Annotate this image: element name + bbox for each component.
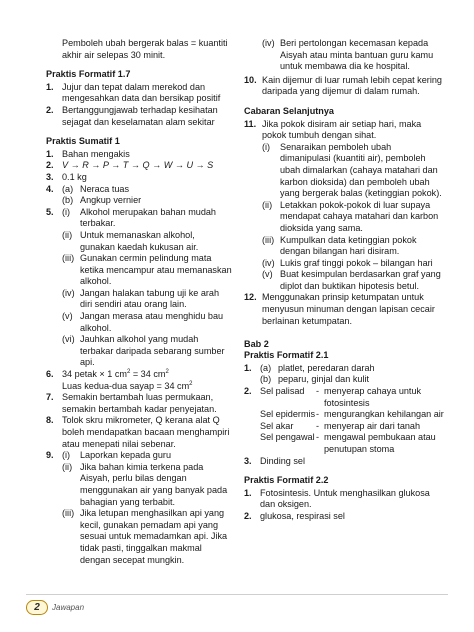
ps1-q10: 10. Kain dijemur di luar rumah lebih cepat kering daripada yang dijemur di dalam rumah.: [244, 74, 442, 97]
pf21-q3: 3. Dinding sel: [244, 455, 305, 466]
left-column: [46, 38, 232, 566]
pf21-q1-b: (b) peparu, ginjal dan kulit: [260, 374, 369, 385]
heading-cabaran-selanjutnya: Cabaran Selanjutnya: [244, 105, 334, 116]
heading-praktis-formatif-2-1: Praktis Formatif 2.1: [244, 350, 329, 361]
cabaran-q11-ii: (ii) Letakkan pokok-pokok di luar supaya mendapat cahaya matahari dan karbon dioksida yang sama.: [262, 199, 439, 233]
pf21-q1: 1. (a) platlet, peredaran darah (b) peparu, ginjal dan kulit: [244, 363, 444, 386]
intro-text: Pemboleh ubah bergerak balas = kuantiti akhir air selepas 30 minit.: [62, 38, 228, 60]
cabaran-q11-v: (v) Buat kesimpulan berdasarkan graf yang diplot dan buktikan hipotesis betul.: [262, 269, 441, 291]
ps1-q5-iv: (iv) Jangan halakan tabung uji ke arah diri sendiri atau orang lain.: [62, 287, 220, 310]
ps1-q5: 5. (i) Alkohol merupakan bahan mudah terbakar. (ii) Untuk memanaskan alkohol, gunakan kaedah kukusan air. (iii) Gunakan cermin pelindung mata ketika mencampur atau memanaskan alkohol. (iv) Jangan halakan tabung uji ke arah diri sendiri atau orang lain. (v) Jangan merasa atau menghidu bau alkohol. (vi) Jauhkan alkohol yang mudah terbakar daripada sebarang sumber api.: [46, 206, 232, 368]
pf21-q2-row: Sel palisad - menyerap cahaya untuk fotosintesis: [260, 386, 422, 408]
pf21-q2: 2. Sel palisad - menyerap cahaya untuk fotosintesis Sel epidermis - mengurangkan kehilangan air Sel akar - menyerap air dari tanah Sel pengawal - mengawal pembukaan atau penutupan stoma: [244, 386, 444, 454]
pf22-q2: 2. glukosa, respirasi sel: [244, 510, 345, 521]
chapter-title-bab-2: Bab 2: [244, 339, 269, 350]
pf21-q2-row: Sel akar - menyerap air dari tanah: [260, 420, 421, 431]
ps1-q6-line1: 34 petak × 1 $cm^2 = 34$ $cm^2$: [62, 369, 169, 380]
ps1-q6: 6. 34 petak × 1 $cm^2 = 34$ $cm^2$ Luas kedua-dua sayap = 34 $cm^2$: [46, 369, 232, 392]
page-number-badge: 2: [26, 600, 48, 615]
cabaran-q11-iii: (iii) Kumpulkan data ketinggian pokok dengan bilangan hari disiram.: [262, 234, 417, 257]
footer-label: Jawapan: [52, 602, 85, 612]
pf21-q2-row: Sel pengawal - mengawal pembukaan atau penutupan stoma: [260, 432, 436, 454]
ps1-q8: 8. Tolok skru mikrometer, Q kerana alat Q boleh mendapatkan bacaan menghampiri atau menepati nilai sebenar.: [46, 415, 230, 449]
cabaran-q11: 11. Jika pokok disiram air setiap hari, maka pokok tumbuh dengan sihat. (i) Senaraikan pemboleh ubah dimanipulasi (kuantiti air), pemboleh ubah dimalarkan (cahaya matahari dan karbon dioksida) dan pemboleh ubah yang bergerak balas (ketinggian pokok). (ii) Letakkan pokok-pokok di luar supaya mendapat cahaya matahari dan karbon dioksida yang sama. (iii) Kumpulkan data ketinggian pokok dengan bilangan hari disiram. (iv) Lukis graf tinggi pokok – bilangan hari (v) Buat kesimpulan berdasarkan graf yang diplot dan buktikan hipotesis betul.: [244, 119, 444, 293]
ps1-q4: 4. (a) Neraca tuas (b) Angkup vernier: [46, 184, 232, 207]
cabaran-q11-i: (i) Senaraikan pemboleh ubah dimanipulasi (kuantiti air), pemboleh ubah dimalarkan (cahaya matahari dan karbon dioksida) dan pemboleh ubah yang bergerak balas (ketinggian pokok).: [262, 141, 442, 199]
pf17-item-2: 2. Bertanggungjawab terhadap kesihatan sejagat dan keselamatan alam sekitar: [46, 104, 218, 127]
ps1-q5-vi: (vi) Jauhkan alkohol yang mudah terbakar daripada sebarang sumber api.: [62, 334, 225, 368]
ps1-q4-a: (a) Neraca tuas: [62, 183, 130, 194]
ps1-q5-iii: (iii) Gunakan cermin pelindung mata ketika mencampur atau memanaskan alkohol.: [62, 253, 232, 287]
ps1-q5-ii: (ii) Untuk memanaskan alkohol, gunakan kaedah kukusan air.: [62, 229, 199, 252]
ps1-q5-v: (v) Jangan merasa atau menghidu bau alkohol.: [62, 311, 224, 333]
pf21-q2-row: Sel epidermis - mengurangkan kehilangan air: [260, 409, 444, 420]
ps1-q9-iv: (iv) Beri pertolongan kecemasan kepada Aisyah atau minta bantuan guru kamu untuk membawa dia ke hospital.: [262, 38, 434, 72]
right-column: [244, 38, 444, 523]
ps1-q1: 1. Bahan mengakis: [46, 148, 130, 159]
ps1-q2: 2. V → R → P → T → Q → W → U → S: [46, 160, 214, 171]
cabaran-q11-text: Jika pokok disiram air setiap hari, maka pokok tumbuh dengan sihat.: [262, 118, 422, 141]
ps1-q4-b: (b) Angkup vernier: [62, 195, 142, 206]
ps1-q9: 9. (i) Laporkan kepada guru (ii) Jika bahan kimia terkena pada Aisyah, perlu bilas dengan menggunakan air yang banyak pada bahagian yang terbabit. (iii) Jika letupan menghasilkan api yang kecil, gunakan pemadam api yang sesuai untuk memadamkan api. Jika tidak pasti, tinggalkan makmal dengan secepat mungkin.: [46, 450, 232, 566]
footer-rule: [26, 594, 448, 595]
heading-praktis-formatif-2-2: Praktis Formatif 2.2: [244, 475, 329, 486]
ps1-q3: 3. 0.1 kg: [46, 171, 87, 182]
heading-praktis-sumatif-1: Praktis Sumatif 1: [46, 136, 120, 147]
ps1-q9-i: (i) Laporkan kepada guru: [62, 450, 172, 461]
heading-praktis-formatif-1-7: Praktis Formatif 1.7: [46, 69, 131, 80]
ps1-q5-i: (i) Alkohol merupakan bahan mudah terbakar.: [62, 206, 216, 229]
ps1-q9-ii: (ii) Jika bahan kimia terkena pada Aisyah, perlu bilas dengan menggunakan air yang banyak pada bahagian yang terbabit.: [62, 461, 228, 507]
page-footer: [26, 600, 84, 615]
cabaran-q12: 12. Menggunakan prinsip ketumpatan untuk menyusun minuman dengan lapisan cecair berlainan ketumpatan.: [244, 292, 435, 326]
ps1-q7: 7. Semakin bertambah luas permukaan, semakin bertambah kadar penyejatan.: [46, 392, 217, 414]
pf21-q1-a: (a) platlet, peredaran darah: [260, 362, 375, 373]
pf22-q1: 1. Fotosintesis. Untuk menghasilkan glukosa dan oksigen.: [244, 487, 430, 510]
ps1-q9-iii: (iii) Jika letupan menghasilkan api yang kecil, gunakan pemadam api yang sesuai untuk memadamkan api. Jika tidak pasti, tinggalkan makmal dengan secepat mungkin.: [62, 508, 228, 565]
ps1-q6-line2: Luas kedua-dua sayap = 34 $cm^2$: [62, 380, 193, 391]
cabaran-q11-iv: (iv) Lukis graf tinggi pokok – bilangan hari: [262, 257, 433, 268]
pf17-item-1: 1. Jujur dan tepat dalam merekod dan mengesahkan data dan bersikap positif: [46, 81, 221, 104]
